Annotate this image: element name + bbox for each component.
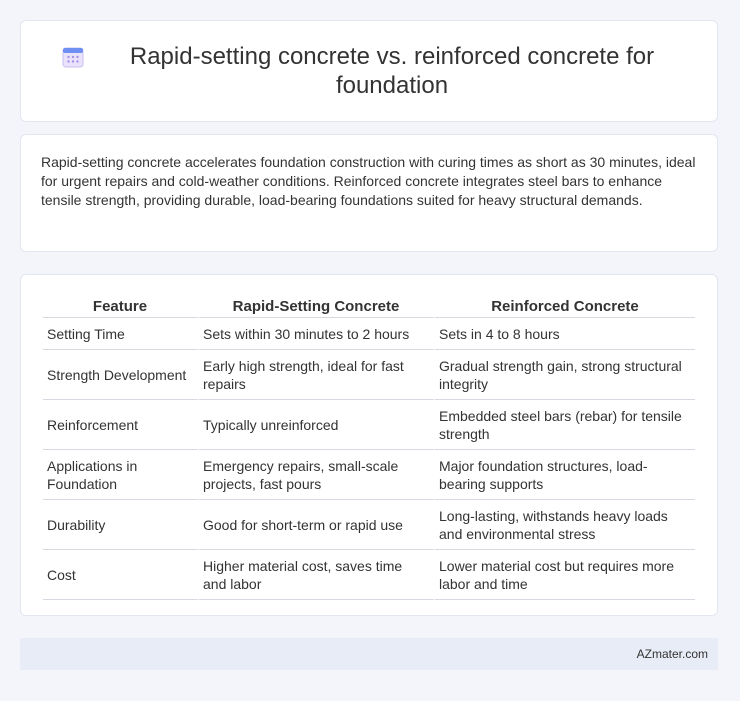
column-header-reinforced: Reinforced Concrete	[435, 295, 695, 318]
reinforced-cell: Long-lasting, withstands heavy loads and environmental stress	[435, 500, 695, 550]
column-header-feature: Feature	[43, 295, 199, 318]
table-row	[43, 500, 695, 550]
table-row	[43, 400, 695, 450]
title-card	[20, 20, 718, 122]
feature-cell: Durability	[43, 500, 199, 550]
feature-cell: Applications in Foundation	[43, 450, 199, 500]
comparison-table	[43, 295, 695, 600]
intro-card	[20, 134, 718, 252]
feature-cell: Reinforcement	[43, 400, 199, 450]
reinforced-cell: Embedded steel bars (rebar) for tensile strength	[435, 400, 695, 450]
rapid-setting-cell: Sets within 30 minutes to 2 hours	[199, 318, 435, 350]
table-row	[43, 450, 695, 500]
column-header-rapid-setting: Rapid-Setting Concrete	[199, 295, 435, 318]
rapid-setting-cell: Good for short-term or rapid use	[199, 500, 435, 550]
reinforced-cell: Major foundation structures, load-bearing supports	[435, 450, 695, 500]
table-row	[43, 318, 695, 350]
feature-cell: Strength Development	[43, 350, 199, 400]
feature-cell: Cost	[43, 550, 199, 600]
reinforced-cell: Gradual strength gain, strong structural integrity	[435, 350, 695, 400]
footer-brand: AZmater.com	[636, 647, 708, 661]
rapid-setting-cell: Early high strength, ideal for fast repairs	[199, 350, 435, 400]
rapid-setting-cell: Emergency repairs, small-scale projects, fast pours	[199, 450, 435, 500]
comparison-table-card	[20, 274, 718, 616]
table-row	[43, 550, 695, 600]
rapid-setting-cell: Typically unreinforced	[199, 400, 435, 450]
calendar-icon	[61, 45, 85, 69]
footer-bar	[20, 638, 718, 670]
rapid-setting-cell: Higher material cost, saves time and labor	[199, 550, 435, 600]
table-row	[43, 350, 695, 400]
reinforced-cell: Sets in 4 to 8 hours	[435, 318, 695, 350]
table-header-row	[43, 295, 695, 318]
page-title: Rapid-setting concrete vs. reinforced concrete for foundation	[129, 43, 655, 99]
feature-cell: Setting Time	[43, 318, 199, 350]
intro-paragraph: Rapid-setting concrete accelerates foundation construction with curing times as short as 30 minutes, ideal for urgent repairs and cold-weather conditions. Reinforced concrete integrates steel bars to enhance tensile strength, providing durable, load-bearing foundations suited for heavy structural demands.	[41, 154, 696, 208]
title-wrap	[21, 42, 717, 100]
reinforced-cell: Lower material cost but requires more labor and time	[435, 550, 695, 600]
